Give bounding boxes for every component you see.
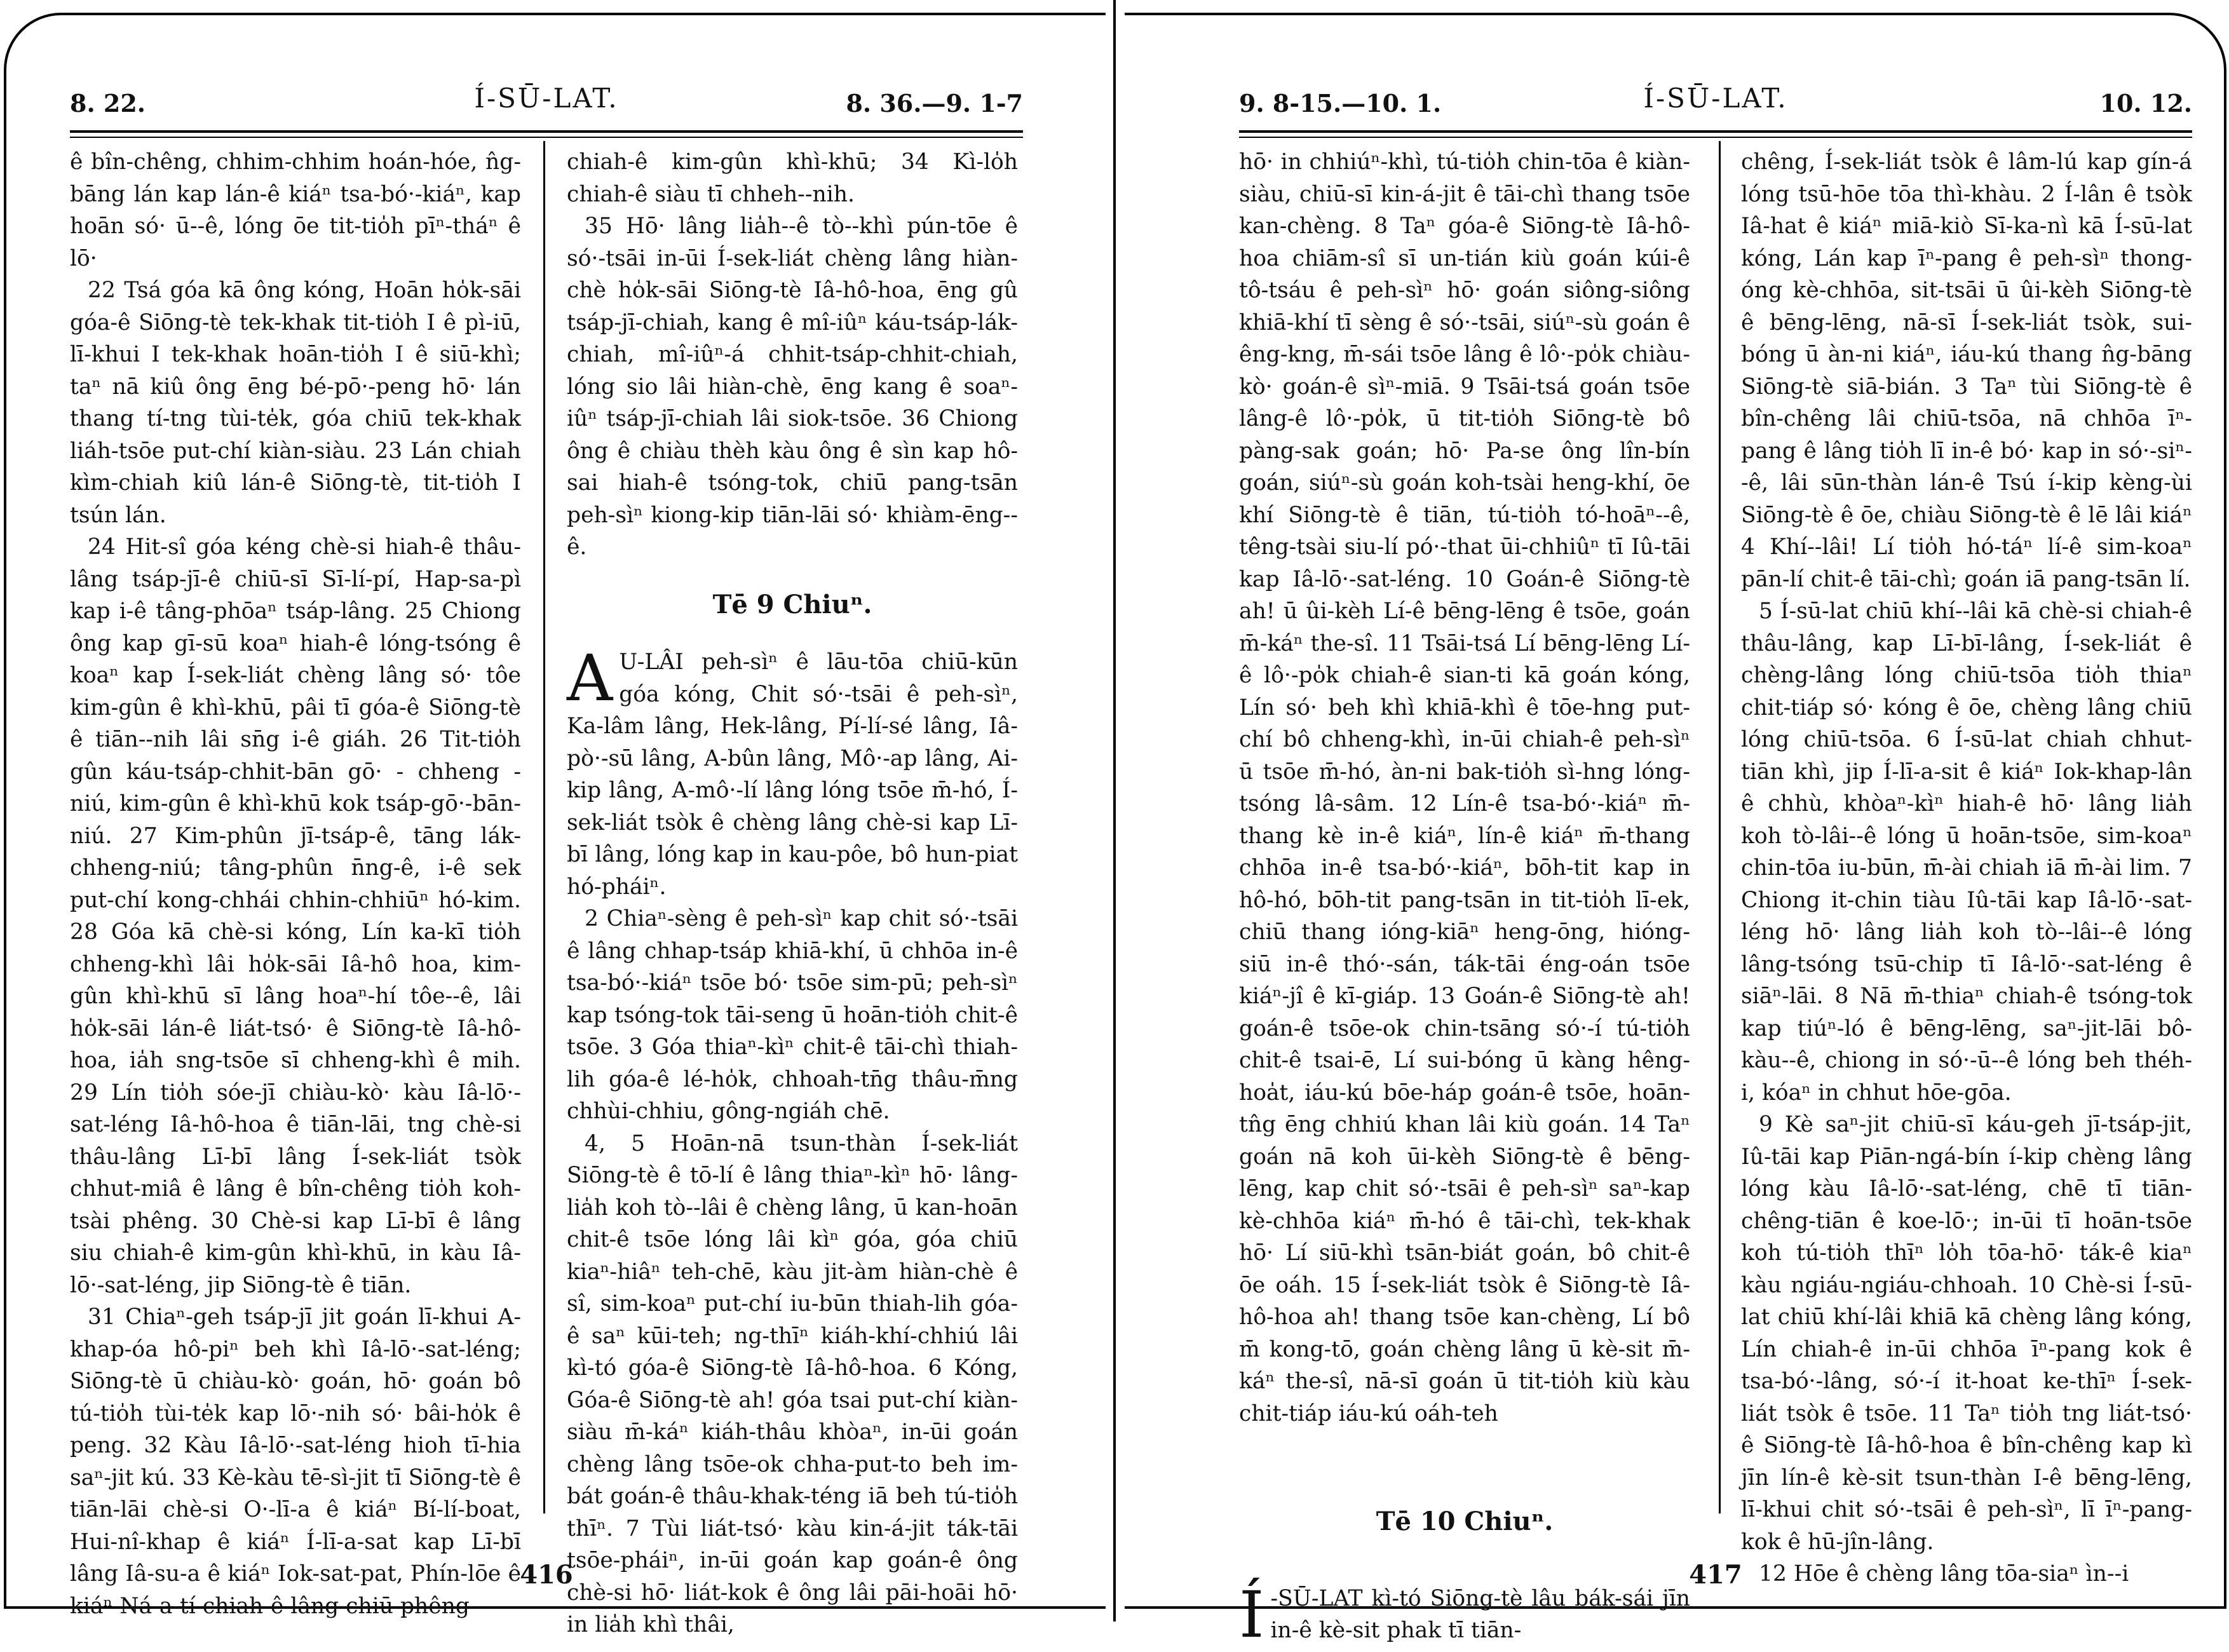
text-column-2	[1741, 146, 2192, 1587]
paragraph: 35 Hō· lâng lia̍h--ê tò--khì pún-tōe ê só·-tsāi in-ūi Í-sek-liát chèng lâng hiàn-chè ho̍k-sāi Siōng-tè Iâ-hô-hoa, ēng gû tsáp-jī-chiah, kang ê mî-iûⁿ káu-tsáp-lák-chiah, mî-iûⁿ-á chhit-tsáp-chhit-chiah, lóng sio lâi hiàn-chè, ēng kang ê soaⁿ-iûⁿ tsáp-jī-chiah lâi siok-tsōe. 36 Chiong ông ê chiàu thèh kàu ông ê sìn kap hô-sai hiah-ê tsóng-tok, chiū pang-tsān peh-sìⁿ kiong-kip tiān-lāi só· khiàm-ēng--ê.	[567, 213, 1018, 560]
running-header	[1239, 83, 2192, 127]
chapter-heading: Tē 9 Chiuⁿ.	[712, 589, 872, 620]
paragraph: 24 Hit-sî góa kéng chè-si hiah-ê thâu-lâng tsáp-jī-ê chiū-sī Sī-lí-pí, Hap-sa-pì kap i-ê tâng-phōaⁿ tsáp-lâng. 25 Chiong ông kap gī-sū koaⁿ hiah-ê lóng-tsóng ê koaⁿ kap Í-sek-liát chèng lâng só· tôe kim-gûn ê khì-khū, pâi tī góa-ê Siōng-tè ê tiān--nih lâi sn̄g i-ê giáh. 26 Tit-tio̍h gûn káu-tsáp-chhit-bān gō· - chheng - niú, kim-gûn ê khì-khū kok tsáp-gō·-bān-niú. 27 Kim-phûn jī-tsáp-ê, tāng lák-chheng-niú; tâng-phûn n̄ng-ê, i-ê sek put-chí kong-chhái chhin-chhiūⁿ hó-kim. 28 Góa kā chè-si kóng, Lín ka-kī tio̍h chheng-khì lâi ho̍k-sāi Iâ-hô hoa, kim-gûn khì-khū sī lâng hoaⁿ-hí tôe--ê, lâi ho̍k-sāi lán-ê liát-tsó· ê Siōng-tè Iâ-hô-hoa, ia̍h sng-tsōe sī chheng-khì ê mih. 29 Lín tio̍h sóe-jī chiàu-kò· kàu Iâ-lō·-sat-léng Iâ-hô-hoa ê tiān-lāi, tng chè-si thâu-lâng Lī-bī lâng Í-sek-liát tsòk chhut-miâ ê lâng ê bîn-chêng tio̍h koh-tsài phêng. 30 Chè-si kap Lī-bī ê lâng siu chiah-ê kim-gûn khì-khū, in kàu Iâ-lō·-sat-léng, jip Siōng-tè ê tiān.	[70, 534, 521, 1298]
header-rule	[70, 130, 1023, 133]
right-page	[1239, 0, 2192, 1652]
left-page	[70, 0, 1023, 1637]
paragraph: 22 Tsá góa kā ông kóng, Hoān ho̍k-sāi góa-ê Siōng-tè tek-khak tit-tio̍h I ê pì-iū, lī-khui I tek-khak hoān-tio̍h I ê siū-khì; taⁿ nā kiû ông ēng bé-pō·-peng hō· lán thang tí-tng tùi-te̍k, góa chiū tek-khak liáh-tsōe put-chí kiàn-siàu. 23 Lán chiah kìm-chiah kiû lán-ê Siōng-tè, tit-tio̍h I tsún lán.	[70, 278, 521, 528]
column-divider	[1719, 141, 1721, 1513]
paragraph: 2 Chiaⁿ-sèng ê peh-sìⁿ kap chit só·-tsāi ê lâng chhap-tsáp khiā-khí, ū chhōa in-ê tsa-bó·-kiáⁿ tsōe bó· tsōe sim-pū; peh-sìⁿ kap tsóng-tok tāi-seng ū hoān-tio̍h chit-ê tsōe. 3 Góa thiaⁿ-kìⁿ chit-ê tāi-chì thiah-lih góa-ê lé-ho̍k, chhoah-tn̄g thâu-m̄ng chhùi-chhiu, gông-ngiáh chē.	[567, 906, 1018, 1124]
paragraph: 12 Hōe ê chèng lâng tōa-siaⁿ ìn--i	[1759, 1561, 2129, 1587]
header-rule-thin	[1239, 137, 2192, 138]
book-gutter	[1113, 0, 1116, 1622]
paragraph: 9 Kè saⁿ-jit chiū-sī káu-geh jī-tsáp-jit, Iû-tāi kap Piān-ngá-bín í-kip chèng lâng lóng kàu Iâ-lō·-sat-léng, chē tī tiān-chêng-tiān ê koe-lō·; in-ūi tī hoān-tsōe koh tú-tio̍h thīⁿ lo̍h tōa-hō· ták-ê kiaⁿ kàu ngiáu-ngiáu-chhoah. 10 Chè-si Í-sū-lat chiū khí-lâi khiā kā chèng lâng kóng, Lín chiah-ê in-ūi chhōa īⁿ-pang kok ê tsa-bó·-lâng, só·-í it-hoat ke-thīⁿ Í-sek-liát tsòk ê tsōe. 11 Taⁿ tio̍h tng liát-tsó· ê Siōng-tè Iâ-hô-hoa ê bîn-chêng kap kì jīn lín-ê kè-sit tsun-thàn I-ê bēng-lēng, lī-khui chit só·-tsāi ê peh-sìⁿ, lī īⁿ-pang-kok ê hū-jîn-lâng.	[1741, 1112, 2192, 1555]
paragraph: chiah-ê kim-gûn khì-khū; 34 Kì-lo̍h chiah-ê siàu tī chheh--nih.	[567, 149, 1018, 207]
paragraph: chêng, Í-sek-liát tsòk ê lâm-lú kap gín-á lóng tsū-hōe tōa thì-khàu. 2 Í-lân ê tsòk Iâ-hat ê kiáⁿ miā-kiò Sī-ka-nì kā Í-sū-lat kóng, Lán kap īⁿ-pang ê peh-sìⁿ thong-óng kè-chhōa, sit-tsāi ū ûi-kèh Siōng-tè ê bēng-lēng, nā-sī Í-sek-liát tsòk, sui-bóng ū àn-ni kiáⁿ, iáu-kú thang n̂g-bāng Siōng-tè siā-bián. 3 Taⁿ tùi Siōng-tè ê bîn-chêng lâi chiū-tsōa, nā chhōa īⁿ-pang ê lâng tio̍h lī in-ê bó· kap in só·-siⁿ--ê, lâi sūn-thàn lán-ê Tsú í-kip kèng-ùi Siōng-tè ê ōe, chiàu Siōng-tè ê lē lâi kiáⁿ 4 Khí--lâi! Lí tio̍h hó-táⁿ lí-ê sim-koaⁿ pān-lí chit-ê tāi-chì; goán iā pang-tsān lí.	[1741, 149, 2192, 592]
paragraph-text: U-LÂI peh-sìⁿ ê lāu-tōa chiū-kūn góa kóng, Chit só·-tsāi ê peh-sìⁿ, Ka-lâm lâng, Hek-lâng, Pí-lí-sé lâng, Iâ-pò·-sū lâng, A-bûn lâng, Mô·-ap lâng, Ai-kip lâng, A-mô·-lí lâng lóng tsōe m̄-hó, Í-sek-liát tsòk ê chèng lâng chè-si kap Lī-bī lâng, lóng kap in kau-pôe, bô hun-piat hó-pháiⁿ.	[567, 649, 1018, 900]
header-chapter-range-start: 8. 22.	[70, 89, 146, 118]
paragraph: 5 Í-sū-lat chiū khí--lâi kā chè-si chiah-ê thâu-lâng, kap Lī-bī-lâng, Í-sek-liát ê chèng-lâng lóng chiū-tsōa tio̍h thiaⁿ chit-tiáp só· kóng ê ōe, chèng lâng chiū lóng chiū-tsōa. 6 Í-sū-lat chiah chhut-tiān khì, jip Í-lī-a-sit ê kiáⁿ Iok-khap-lân ê chhù, khòaⁿ-kìⁿ hiah-ê hō· lâng lia̍h koh tò-lâi--ê lóng ū hoān-tsōe, sim-koaⁿ chin-tōa iu-būn, m̄-ài chiah iā m̄-ài lim. 7 Chiong it-chin tiàu Iû-tāi kap Iâ-lō·-sat-léng hō· lâng lia̍h koh tò--lâi--ê lóng lâng-tsóng tsū-chip tī Iâ-lō·-sat-léng ê siāⁿ-lāi. 8 Nā m̄-thiaⁿ chiah-ê tsóng-tok kap tiúⁿ-ló ê bēng-lēng, saⁿ-jit-lāi bô-kàu--ê, chiong in só·-ū--ê lóng beh théh-i, kóaⁿ in chhut hōe-gōa.	[1741, 599, 2192, 1106]
paragraph: 4, 5 Hoān-nā tsun-thàn Í-sek-liát Siōng-tè ê tō-lí ê lâng thiaⁿ-kìⁿ hō· lâng-lia̍h koh tò--lâi ê chèng lâng, ū kan-hoān chit-ê tsōe lóng lâi kìⁿ góa, góa chiū kiaⁿ-hiâⁿ teh-chē, kàu jit-àm hiàn-chè ê sî, sim-koaⁿ put-chí iu-būn thiah-lih góa-ê saⁿ kūi-teh; ng-thīⁿ kiáh-khí-chhiú lâi kì-tó góa-ê Siōng-tè Iâ-hô-hoa. 6 Kóng, Góa-ê Siōng-tè ah! góa tsai put-chí kiàn-siàu m̄-káⁿ kiáh-thâu khòaⁿ, in-ūi goán chèng lâng tsōe-ok chha-put-to beh im-bát goán-ê thâu-khak-téng iā beh tú-tio̍h thīⁿ. 7 Tùi liát-tsó· kàu kin-á-jit ták-tāi tsōe-pháiⁿ, in-ūi goán kap goán-ê ông chè-si hō· liát-kok ê ông lâi pāi-hoāi hō· in lia̍h khì thâi,	[567, 1130, 1018, 1637]
chapter-opening-paragraph	[1239, 1577, 1690, 1652]
paragraph: 31 Chiaⁿ-geh tsáp-jī jit goán lī-khui A-khap-óa hô-piⁿ beh khì Iâ-lō·-sat-léng; Siōng-tè ū chiàu-kò· goán, hō· goán bô tú-tio̍h tùi-te̍k kap lō·-nih só· bâi-ho̍k ê peng. 32 Kàu Iâ-lō·-sat-léng hioh tī-hia saⁿ-jit kú. 33 Kè-kàu tē-sì-jit tī Siōng-tè ê tiān-lāi chè-si O·-lī-a ê kiáⁿ Bí-lí-boat, Hui-nî-khap ê kiáⁿ Í-lī-a-sat kap Lī-bī lâng Iâ-su-a ê kiáⁿ Iok-sat-pat, Phín-lōe ê kiáⁿ Ná-a-tí chiah-ê lâng chiū phêng	[70, 1304, 521, 1619]
page-number: 417	[1689, 1560, 1742, 1590]
paragraph: hō· in chhiúⁿ-khì, tú-tio̍h chin-tōa ê kiàn-siàu, chiū-sī kin-á-jit ê tāi-chì thang tsōe kan-chèng. 8 Taⁿ góa-ê Siōng-tè Iâ-hô-hoa chiām-sî sī un-tián kiù goán kúi-ê tô-tsáu ê peh-sìⁿ hō· goán siông-siông khiā-khí tī sèng ê só·-tsāi, siúⁿ-sù goán ê êng-kng, m̄-sái tsōe lâng ê lô·-po̍k chiàu-kò· goán-ê sìⁿ-miā. 9 Tsāi-tsá goán tsōe lâng-ê lô·-po̍k, ū tit-tio̍h Siōng-tè bô pàng-sak goán; hō· Pa-se ông lîn-bín goán, siúⁿ-sù goán koh-tsài heng-khí, ōe khí Siōng-tè ê tiān, tú-tio̍h tó-hoāⁿ--ê, têng-tsài siu-lí pó·-that ūi-chhiûⁿ tī Iû-tāi kap Iâ-lō·-sat-léng. 10 Goán-ê Siōng-tè ah! ū ûi-kèh Lí-ê bēng-lēng ê tsōe, goán m̄-káⁿ the-sî. 11 Tsāi-tsá Lí bēng-lēng Lí-ê lô·-po̍k chiah-ê sian-ti kā goán kóng, Lín só· beh khì khiā-khì ê tōe-hng put-chí bô chheng-khì, in-ūi chiah-ê peh-sìⁿ ū tsōe m̄-hó, àn-ni bak-tio̍h sì-hng lóng-tsóng lâ-sâm. 12 Lín-ê tsa-bó·-kiáⁿ m̄-thang kè in-ê kiáⁿ, lín-ê kiáⁿ m̄-thang chhōa in-ê tsa-bó·-kiáⁿ, bōh-tit kap in hô-hó, bōh-tit pang-tsān in tit-tio̍h lī-ek, chiū thang ióng-kiāⁿ heng-ōng, hióng-siū in-ê thó·-sán, ták-tāi éng-oán tsōe kiáⁿ-jî ê kī-giáp. 13 Goán-ê Siōng-tè ah! goán-ê tsōe-ok chin-tsāng só·-í tú-tio̍h chit-ê tsai-ē, Lí sui-bóng ū kàng hêng-hoa̍t, iáu-kú bōe-háp goán-ê tsōe, hoān-tn̂g ēng chhiú khan lâi kiù goán. 14 Taⁿ goán nā koh ūi-kèh Siōng-tè ê bēng-lēng, kap chit só·-tsāi ê peh-sìⁿ saⁿ-kap kè-chhōa kiáⁿ m̄-hó ê tāi-chì, tek-khak hō· Lí siū-khì tsān-biát goán, bô chit-ê ōe oáh. 15 Í-sek-liát tsòk ê Siōng-tè Iâ-hô-hoa ah! thang tsōe kan-chèng, Lí bô m̄ kong-tō, goán chèng lâng ū kè-sit m̄-káⁿ the-sî, nā-sī goán ū tit-tio̍h kiù kàu chit-tiáp iáu-kú oáh-teh	[1239, 149, 1690, 1426]
chapter-opening-paragraph	[567, 641, 1018, 903]
header-chapter-range-end: 8. 36.—9. 1-7	[846, 89, 1023, 118]
header-rule-thin	[70, 137, 1023, 138]
header-book-title: Í-SŪ-LAT.	[1643, 83, 1788, 114]
header-chapter-range-end: 10. 12.	[2099, 89, 2192, 118]
header-chapter-range-start: 9. 8-15.—10. 1.	[1239, 89, 1442, 118]
text-column-1	[1239, 146, 1690, 1652]
text-column-2	[567, 146, 1018, 1637]
column-divider	[543, 141, 545, 1513]
chapter-heading: Tē 10 Chiuⁿ.	[1376, 1506, 1554, 1536]
drop-cap: A	[567, 641, 613, 715]
header-book-title: Í-SŪ-LAT.	[474, 83, 619, 114]
paragraph-text: -SŪ-LAT kì-tó Siōng-tè lâu bák-sái jīn in-ê kè-sit phak tī tiān-	[1270, 1585, 1690, 1643]
text-column-1	[70, 146, 521, 1619]
paragraph: ê bîn-chêng, chhim-chhim hoán-hóe, n̂g-bāng lán kap lán-ê kiáⁿ tsa-bó·-kiáⁿ, kap hoān só· ū--ê, lóng ōe tit-tio̍h pīⁿ-tháⁿ ê lō·	[70, 149, 521, 271]
header-rule	[1239, 130, 2192, 133]
drop-cap: Í	[1239, 1577, 1264, 1652]
running-header	[70, 83, 1023, 127]
page-number: 416	[520, 1560, 573, 1590]
